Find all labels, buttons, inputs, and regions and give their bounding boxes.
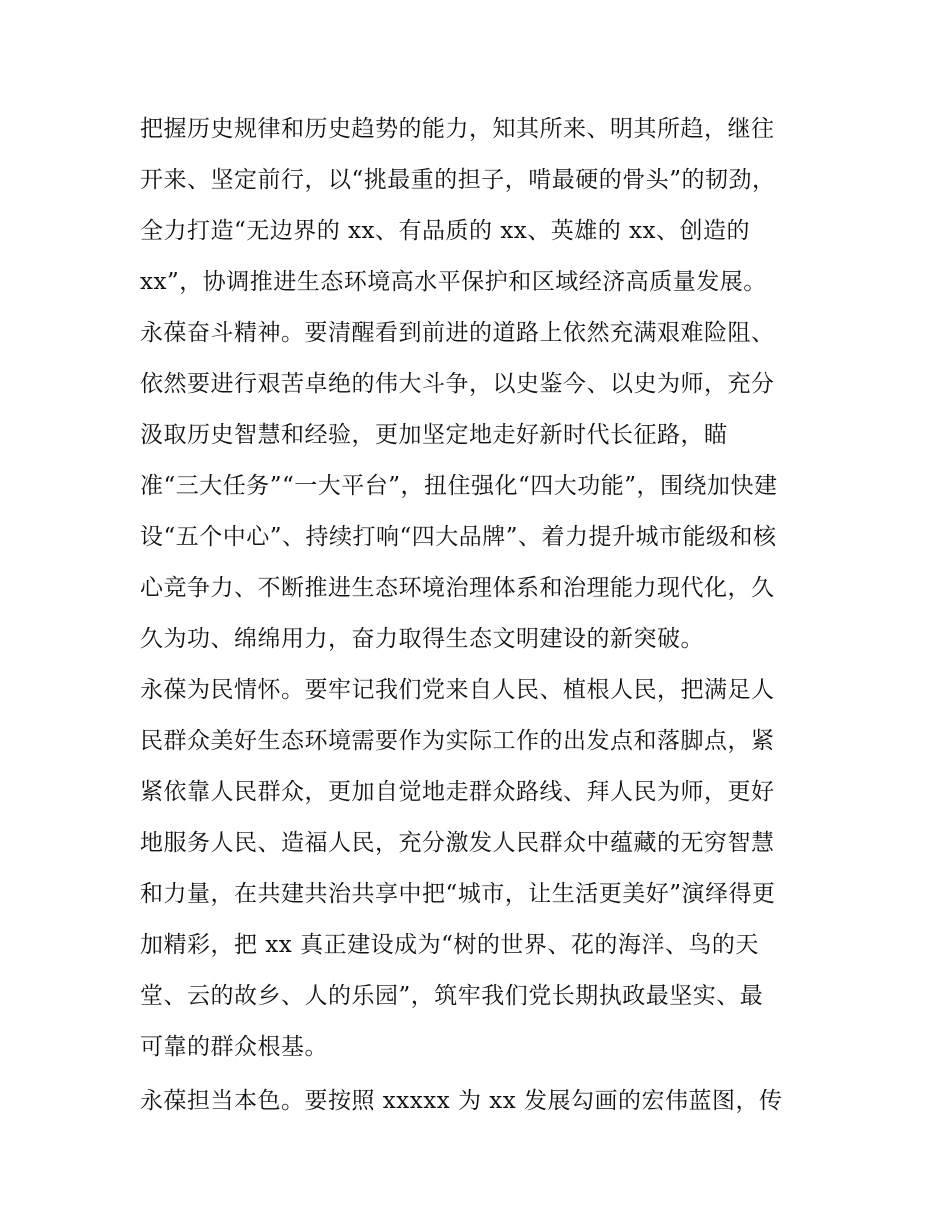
text-line: 依然要进行艰苦卓绝的伟大斗争，以史鉴今、以史为师，充分 <box>140 371 775 397</box>
text-line: 开来、坚定前行，以“挑最重的担子，啃最硬的骨头”的韧劲， <box>140 167 776 193</box>
paragraph-start-line: 永葆为民情怀。要牢记我们党来自人民、植根人民，把满足人 <box>140 677 775 703</box>
text-line: 准“三大任务”“一大平台”，扭住强化“四大功能”，围绕加快建 <box>140 473 778 499</box>
text-line: 全力打造“无边界的 xx、有品质的 xx、英雄的 xx、创造的 <box>140 218 751 244</box>
text-line: 设“五个中心”、持续打响“四大品牌”、着力提升城市能级和核 <box>140 524 777 550</box>
text-line: 加精彩，把 xx 真正建设成为“树的世界、花的海洋、鸟的天 <box>140 932 759 958</box>
text-line: 把握历史规律和历史趋势的能力，知其所来、明其所趋，继往 <box>140 116 775 142</box>
document-body <box>140 104 812 1127</box>
text-line: 堂、云的故乡、人的乐园”，筑牢我们党长期执政最坚实、最 <box>140 983 764 1009</box>
text-line: 可靠的群众根基。 <box>140 1034 328 1060</box>
text-line: 民群众美好生态环境需要作为实际工作的出发点和落脚点，紧 <box>140 728 775 754</box>
paragraph-start-line: 永葆担当本色。要按照 xxxxx 为 xx 发展勾画的宏伟蓝图，传 <box>140 1088 783 1114</box>
text-line: 久为功、绵绵用力，奋力取得生态文明建设的新突破。 <box>140 626 704 652</box>
text-line: 心竞争力、不断推进生态环境治理体系和治理能力现代化，久 <box>140 575 775 601</box>
text-line: 和力量，在共建共治共享中把“城市，让生活更美好”演绎得更 <box>140 881 776 907</box>
text-line: 地服务人民、造福人民，充分激发人民群众中蕴藏的无穷智慧 <box>140 830 775 856</box>
text-line: xx”，协调推进生态环境高水平保护和区域经济高质量发展。 <box>140 269 767 295</box>
paragraph-start-line: 永葆奋斗精神。要清醒看到前进的道路上依然充满艰难险阻、 <box>140 320 775 346</box>
text-line: 紧依靠人民群众，更加自觉地走群众路线、拜人民为师，更好 <box>140 779 775 805</box>
text-line: 汲取历史智慧和经验，更加坚定地走好新时代长征路，瞄 <box>140 422 728 448</box>
